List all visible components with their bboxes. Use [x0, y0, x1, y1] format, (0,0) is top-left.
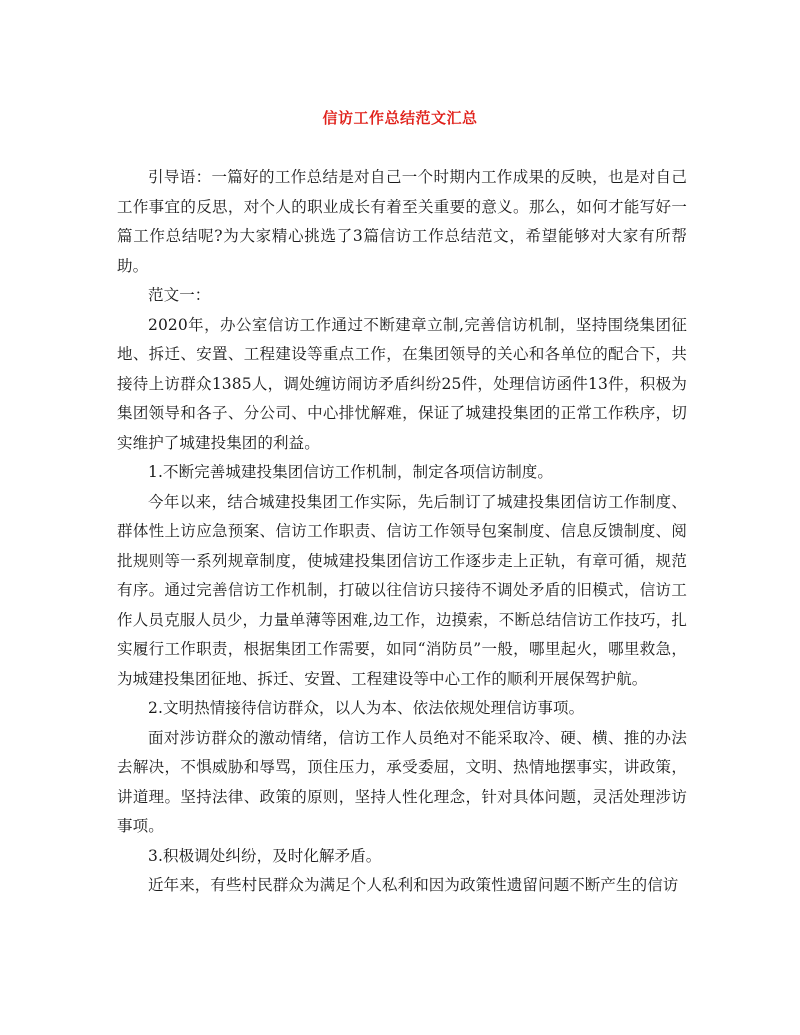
intro-paragraph: 引导语：一篇好的工作总结是对自己一个时期内工作成果的反映，也是对自己工作事宜的反思，对个人的职业成长有着至关重要的意义。那么，如何才能写好一篇工作总结呢?为大家精心挑选了3篇信访工作总结范文，希望能够对大家有所帮助。 — [117, 168, 687, 275]
document-title: 信访工作总结范文汇总 — [322, 109, 478, 127]
document-body — [117, 163, 687, 901]
section-heading: 1.不断完善城建投集团信访工作机制，制定各项信访制度。 — [148, 463, 553, 481]
section-heading: 2.文明热情接待信访群众，以人为本、依法依规处理信访事项。 — [148, 699, 585, 717]
body-paragraph: 今年以来，结合城建投集团工作实际，先后制订了城建投集团信访工作制度、群体性上访应急预案、信访工作职责、信访工作领导包案制度、信息反馈制度、阅批规则等一系列规章制度，使城建投集团信访工作逐步走上正轨，有章可循，规范有序。通过完善信访工作机制，打破以往信访只接待不调处矛盾的旧模式，信访工作人员克服人员少，力量单薄等困难,边工作，边摸索，不断总结信访工作技巧，扎实履行工作职责，根据集团工作需要，如同“消防员”一般，哪里起火，哪里救急，为城建投集团征地、拆迁、安置、工程建设等中心工作的顺利开展保驾护航。 — [117, 492, 687, 688]
section-heading: 3.积极调处纠纷，及时化解矛盾。 — [148, 846, 382, 865]
body-paragraph: 近年来，有些村民群众为满足个人私利和因为政策性遗留问题不断产生的信访 — [148, 876, 679, 894]
body-paragraph: 2020年，办公室信访工作通过不断建章立制,完善信访机制，坚持围绕集团征地、拆迁、安置、工程建设等重点工作，在集团领导的关心和各单位的配合下，共接待上访群众1385人，调处缠访闹访矛盾纠纷25件，处理信访函件13件，积极为集团领导和各子、分公司、中心排忧解难，保证了城建投集团的正常工作秩序，切实维护了城建投集团的利益。 — [117, 315, 687, 452]
body-paragraph: 面对涉访群众的激动情绪，信访工作人员绝对不能采取冷、硬、横、推的办法去解决，不惧威胁和辱骂，顶住压力，承受委屈，文明、热情地摆事实，讲政策，讲道理。坚持法律、政策的原则，坚持人性化理念，针对具体问题，灵活处理涉访事项。 — [117, 728, 687, 835]
sample-heading: 范文一： — [148, 286, 211, 304]
